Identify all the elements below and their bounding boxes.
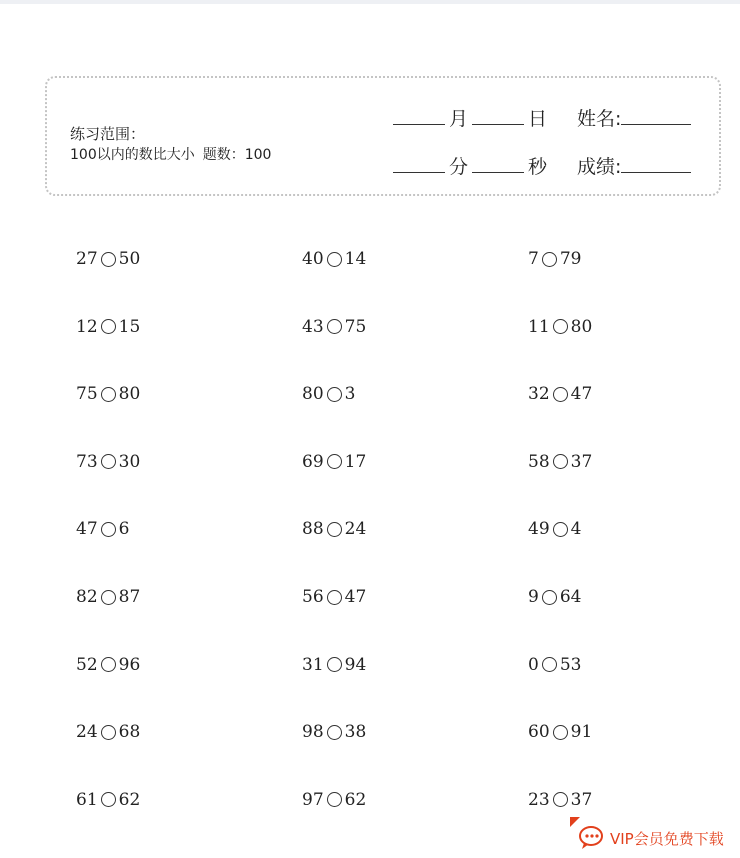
- right-number: 38: [344, 722, 367, 743]
- answer-circle[interactable]: [327, 252, 342, 267]
- answer-circle[interactable]: [101, 590, 116, 605]
- right-number: 75: [344, 316, 367, 337]
- answer-circle[interactable]: [553, 792, 568, 807]
- answer-circle[interactable]: [553, 387, 568, 402]
- left-number: 32: [528, 384, 550, 405]
- comparison-problem: [76, 317, 140, 337]
- left-number: 61: [76, 789, 98, 810]
- vip-download-badge[interactable]: [570, 817, 740, 858]
- answer-circle[interactable]: [101, 725, 116, 740]
- second-label: 秒: [528, 156, 548, 178]
- comparison-problem: [528, 317, 592, 337]
- left-number: 97: [302, 789, 324, 810]
- right-number: 30: [118, 451, 141, 472]
- right-number: 4: [570, 519, 582, 540]
- right-number: 14: [344, 249, 367, 269]
- right-number: 37: [570, 451, 593, 472]
- comparison-problem: [528, 587, 581, 607]
- answer-circle[interactable]: [542, 657, 557, 672]
- answer-circle[interactable]: [327, 454, 342, 469]
- name-label: 姓名:: [577, 108, 622, 130]
- comparison-problem: [528, 519, 581, 539]
- left-number: 75: [76, 384, 98, 405]
- right-number: 6: [118, 519, 130, 540]
- comparison-problem: [302, 790, 366, 810]
- left-number: 9: [528, 587, 539, 607]
- answer-circle[interactable]: [101, 387, 116, 402]
- comparison-problem: [76, 384, 140, 404]
- answer-circle[interactable]: [327, 522, 342, 537]
- comparison-problem: [528, 452, 592, 472]
- left-number: 27: [76, 249, 98, 269]
- left-number: 12: [76, 316, 98, 337]
- answer-circle[interactable]: [327, 657, 342, 672]
- right-number: 91: [570, 722, 593, 743]
- comparison-problem: [302, 655, 366, 675]
- left-number: 82: [76, 587, 98, 607]
- comparison-problem: [302, 317, 366, 337]
- comparison-problem: [528, 722, 592, 742]
- comparison-problem: [76, 249, 140, 269]
- score-label: 成绩:: [577, 156, 622, 178]
- right-number: 50: [118, 249, 141, 269]
- comparison-problem: [528, 384, 592, 404]
- left-number: 31: [302, 654, 324, 675]
- left-number: 56: [302, 587, 324, 607]
- right-number: 96: [118, 654, 141, 675]
- left-number: 0: [528, 654, 539, 675]
- right-number: 17: [344, 451, 367, 472]
- right-number: 53: [559, 654, 582, 675]
- left-number: 58: [528, 451, 550, 472]
- left-number: 88: [302, 519, 324, 540]
- answer-circle[interactable]: [327, 792, 342, 807]
- answer-circle[interactable]: [101, 792, 116, 807]
- answer-circle[interactable]: [553, 454, 568, 469]
- left-number: 52: [76, 654, 98, 675]
- comparison-problem: [528, 249, 581, 269]
- comparison-problem: [302, 722, 366, 742]
- left-number: 43: [302, 316, 324, 337]
- left-number: 47: [76, 519, 98, 540]
- minute-label: 分: [449, 156, 469, 178]
- answer-circle[interactable]: [327, 387, 342, 402]
- right-number: 94: [344, 654, 367, 675]
- comparison-problem: [76, 587, 140, 607]
- comparison-problem: [302, 249, 366, 269]
- right-number: 47: [570, 384, 593, 405]
- left-number: 11: [528, 316, 550, 337]
- answer-circle[interactable]: [542, 590, 557, 605]
- left-number: 80: [302, 384, 324, 405]
- comparison-problem: [528, 655, 581, 675]
- answer-circle[interactable]: [553, 319, 568, 334]
- comparison-problem: [302, 587, 366, 607]
- answer-circle[interactable]: [101, 252, 116, 267]
- comparison-problem: [528, 790, 592, 810]
- answer-circle[interactable]: [327, 590, 342, 605]
- right-number: 47: [344, 587, 367, 607]
- month-label: 月: [449, 108, 469, 130]
- right-number: 37: [570, 789, 593, 810]
- answer-circle[interactable]: [542, 252, 557, 267]
- right-number: 68: [118, 722, 141, 743]
- chat-bubble-icon: [578, 825, 608, 851]
- comparison-problem: [76, 655, 140, 675]
- answer-circle[interactable]: [101, 657, 116, 672]
- left-number: 7: [528, 249, 539, 269]
- left-number: 49: [528, 519, 550, 540]
- left-number: 23: [528, 789, 550, 810]
- comparison-problem: [76, 722, 140, 742]
- comparison-problem: [302, 519, 366, 539]
- left-number: 69: [302, 451, 324, 472]
- left-number: 98: [302, 722, 324, 743]
- answer-circle[interactable]: [553, 522, 568, 537]
- range-label: 练习范围：: [70, 125, 146, 143]
- left-number: 60: [528, 722, 550, 743]
- comparison-problem: [302, 452, 366, 472]
- right-number: 24: [344, 519, 367, 540]
- right-number: 79: [559, 249, 582, 269]
- left-number: 40: [302, 249, 324, 269]
- answer-circle[interactable]: [101, 454, 116, 469]
- left-number: 24: [76, 722, 98, 743]
- right-number: 15: [118, 316, 141, 337]
- answer-circle[interactable]: [327, 319, 342, 334]
- answer-circle[interactable]: [101, 522, 116, 537]
- answer-circle[interactable]: [101, 319, 116, 334]
- right-number: 64: [559, 587, 582, 607]
- right-number: 80: [118, 384, 141, 405]
- right-number: 80: [570, 316, 593, 337]
- right-number: 62: [344, 789, 367, 810]
- vip-text: VIP会员免费下载: [610, 830, 724, 848]
- left-number: 73: [76, 451, 98, 472]
- question-count: 题数：100: [202, 147, 272, 163]
- comparison-problem: [76, 452, 140, 472]
- right-number: 3: [344, 384, 356, 405]
- comparison-problem: [302, 384, 355, 404]
- range-desc-text: 100以内的数比大小: [70, 147, 195, 163]
- comparison-problem: [76, 790, 140, 810]
- answer-circle[interactable]: [553, 725, 568, 740]
- answer-circle[interactable]: [327, 725, 342, 740]
- right-number: 87: [118, 587, 141, 607]
- comparison-problem: [76, 519, 129, 539]
- day-label: 日: [528, 108, 548, 130]
- right-number: 62: [118, 789, 141, 810]
